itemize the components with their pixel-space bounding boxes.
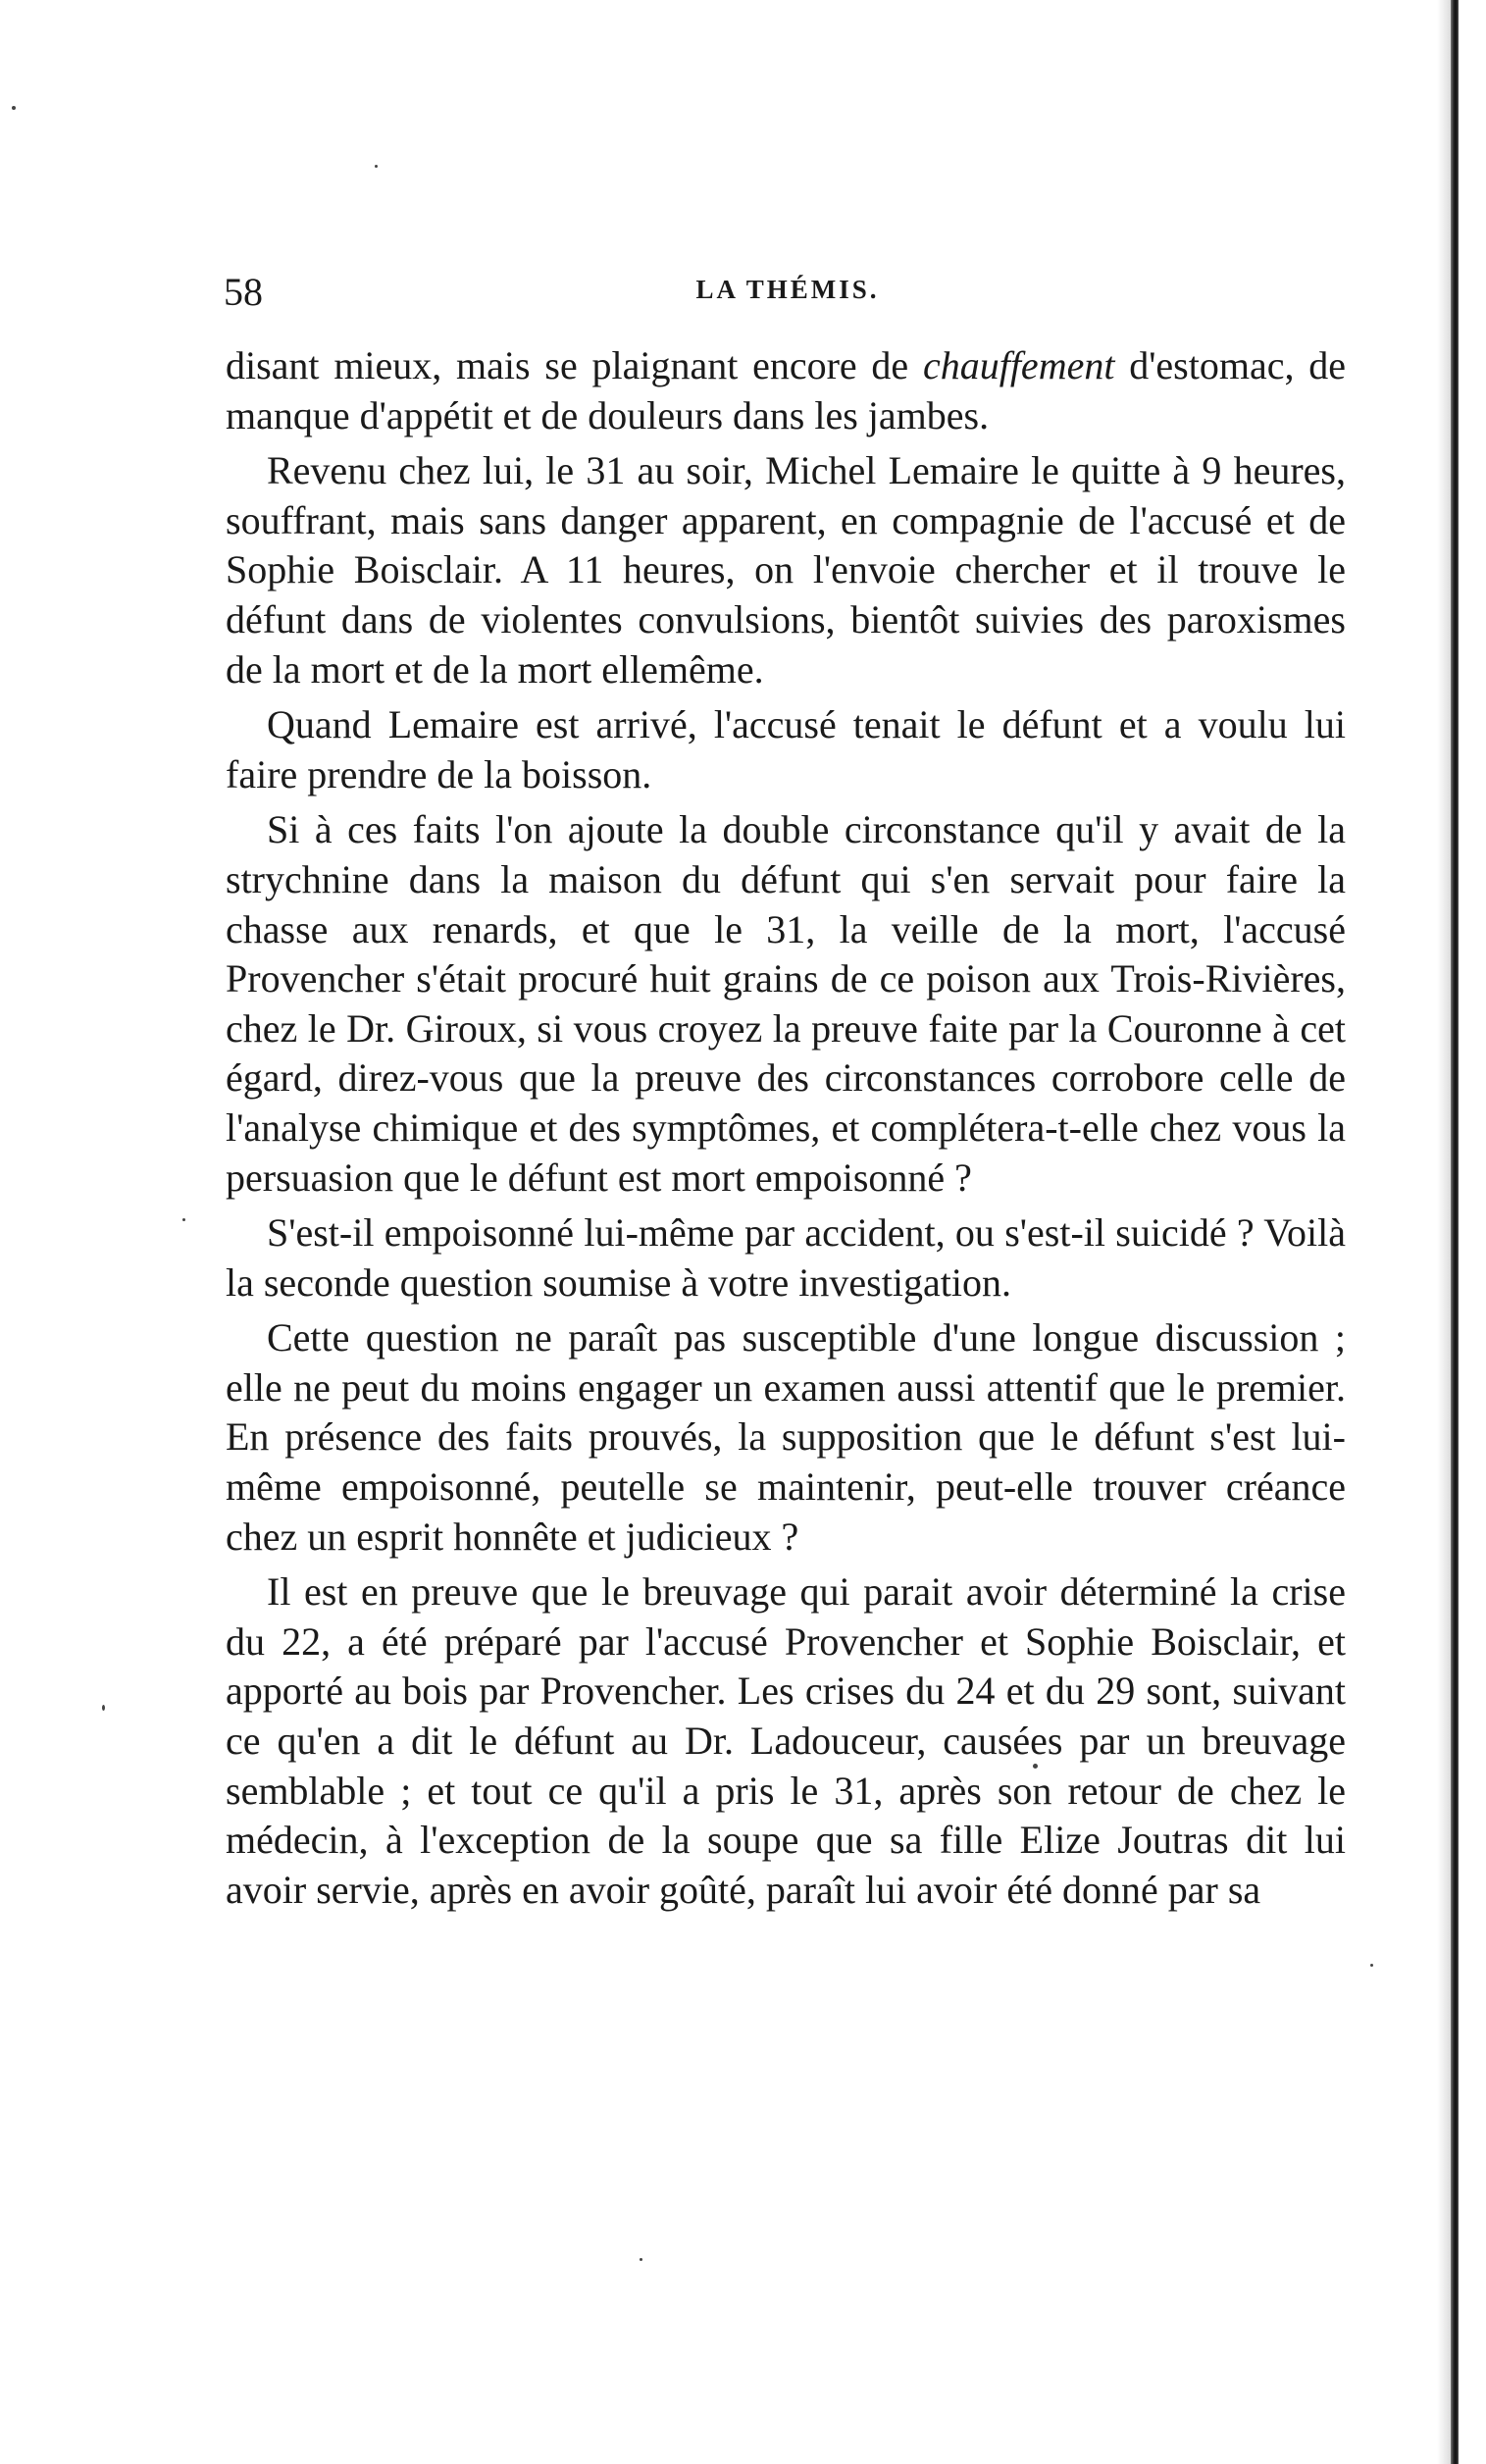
paragraph-3: Quand Lemaire est arrivé, l'accusé tenait le défunt et a voulu lui faire prendre de la boisson. bbox=[226, 702, 1346, 796]
paragraph-1-after: d'estomac, de manque d'appétit et de douleurs dans les jambes. bbox=[226, 343, 1347, 437]
page-edge-shadow bbox=[1437, 0, 1451, 2464]
page-header bbox=[224, 263, 1352, 322]
paragraph-7: Il est en preuve que le breuvage qui parait avoir déterminé la crise du 22, a été préparé par l'accusé Provencher et Sophie Boisclair, et apporté au bois par Provencher. Les crises du 24 et du 29 sont, suivant ce qu'en a dit le défunt au Dr. Ladouceur, causées par un breuvage semblable ; et tout ce qu'il a pris le 31, après son retour de chez le médecin, à l'exception de la soupe que sa fille Elize Joutras dit lui avoir servie, après en avoir goûté, paraît lui avoir été donné par sa bbox=[226, 1569, 1346, 1912]
paragraph-4: Si à ces faits l'on ajoute la double circonstance qu'il y avait de la strychnine dans la maison du défunt qui s'en servait pour faire la chasse aux renards, et que le 31, la veille de la mort, l'accusé Provencher s'était procuré huit grains de ce poison aux Trois-Rivières, chez le Dr. Giroux, si vous croyez la preuve faite par la Couronne à cet égard, direz-vous que la preuve des circonstances corrobore celle de l'analyse chimique et des symptômes, et complétera-t-elle chez vous la persuasion que le défunt est mort empoisonné ? bbox=[226, 807, 1346, 1200]
paper-speck bbox=[1370, 1964, 1373, 1967]
paper-speck bbox=[640, 2258, 642, 2261]
paper-speck bbox=[375, 165, 378, 168]
paper-speck bbox=[182, 1218, 185, 1221]
paper-speck bbox=[102, 1705, 105, 1711]
paragraph-1-before: disant mieux, mais se plaignant encore de bbox=[226, 343, 923, 387]
running-title: LA THÉMIS. bbox=[695, 275, 880, 304]
page-body bbox=[226, 341, 1346, 1915]
page-number: 58 bbox=[224, 270, 263, 314]
paragraph-2: Revenu chez lui, le 31 au soir, Michel Lemaire le quitte à 9 heures, souffrant, mais sans danger apparent, en compagnie de l'accusé et de Sophie Boisclair. A 11 heures, on l'envoie chercher et il trouve le défunt dans de violentes convulsions, bientôt suivies des paroxismes de la mort et de la mort ellemême. bbox=[226, 448, 1346, 692]
paper-speck bbox=[12, 106, 16, 110]
paragraph-5: S'est-il empoisonné lui-même par accident, ou s'est-il suicidé ? Voilà la seconde question soumise à votre investigation. bbox=[226, 1210, 1346, 1305]
binding-edge bbox=[1451, 0, 1459, 2464]
paragraph-6: Cette question ne paraît pas susceptible d'une longue discussion ; elle ne peut du moins engager un examen aussi attentif que le premier. En présence des faits prouvés, la supposition que le défunt s'est lui-même empoisonné, peutelle se maintenir, peut-elle trouver créance chez un esprit honnête et judicieux ? bbox=[226, 1315, 1346, 1559]
paragraph-1 bbox=[226, 341, 1346, 440]
paragraph-1-italic: chauffement bbox=[922, 343, 1115, 387]
